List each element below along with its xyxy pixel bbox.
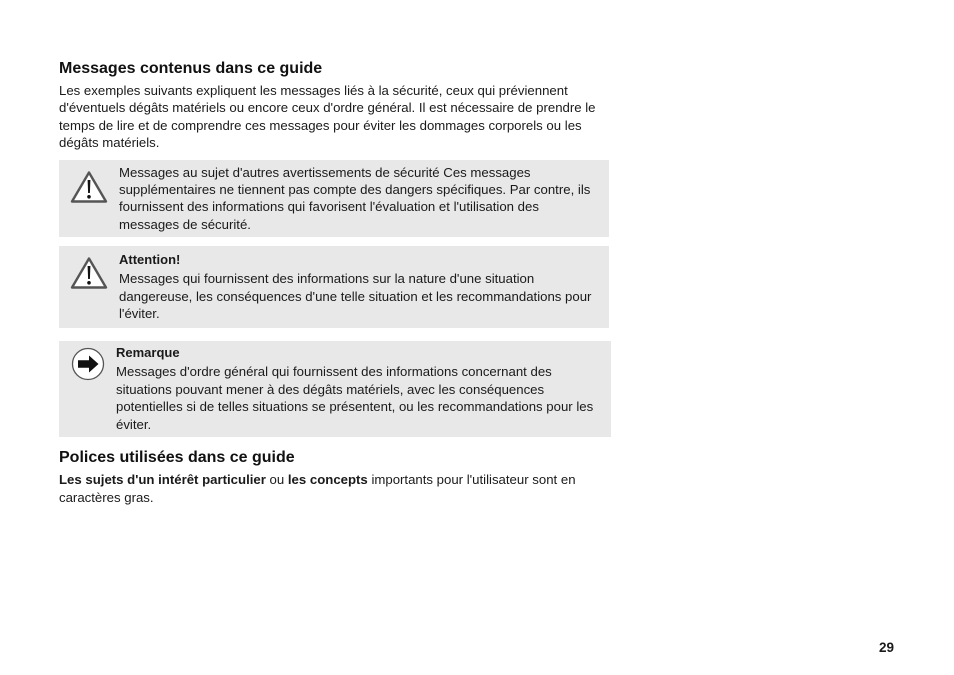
remark-note-box xyxy=(59,341,611,437)
bold-term-subjects: Les sujets d'un intérêt particulier xyxy=(59,472,266,488)
arrow-right-circle-icon xyxy=(71,347,105,381)
fonts-description xyxy=(59,471,611,506)
attention-note-text xyxy=(119,251,609,322)
attention-heading: Attention! xyxy=(119,252,181,268)
safety-note-text xyxy=(119,164,609,234)
section-intro: Les exemples suivants expliquent les messages liés à la sécurité, ceux qui préviennent d'éventuels dégâts matériels ou encore ceux d'ordre général. Il est nécessaire de prendre le temps de lire et de comprendre ces messages pour éviter les dommages corporels ou les dégâts matériels. xyxy=(59,83,596,151)
warning-triangle-icon xyxy=(70,170,108,204)
fonts-description-rest: importants pour l'utilisateur sont en caractères gras. xyxy=(59,472,576,505)
section-title-fonts: Polices utilisées dans ce guide xyxy=(59,449,295,467)
safety-note-body: Messages au sujet d'autres avertissements de sécurité Ces messages supplémentaires ne tiennent pas compte des dangers spécifiques. Par contre, ils fournissent des informations qui favorisent l'évaluation et l'utilisation des messages de sécurité. xyxy=(119,164,591,232)
remark-body: Messages d'ordre général qui fournissent des informations concernant des situations pouvant mener à des dégâts matériels, avec les conséquences potentielles si de telles situations se présentent, ou les recommandations pour les éviter. xyxy=(116,364,594,432)
connector-text: ou xyxy=(265,472,288,488)
warning-triangle-icon xyxy=(70,256,108,290)
attention-body: Messages qui fournissent des informations sur la nature d'une situation dangereuse, les conséquences d'une telle situation et les recommandations pour l'éviter. xyxy=(119,271,592,322)
section-title-messages: Messages contenus dans ce guide xyxy=(59,60,323,77)
remark-heading: Remarque xyxy=(116,345,180,361)
page-content xyxy=(59,58,611,506)
page-number: 29 xyxy=(879,640,895,655)
remark-note-text xyxy=(116,344,611,433)
safety-note-box xyxy=(59,160,609,238)
bold-term-concepts: les concepts xyxy=(287,472,368,488)
attention-note-box xyxy=(59,246,609,328)
